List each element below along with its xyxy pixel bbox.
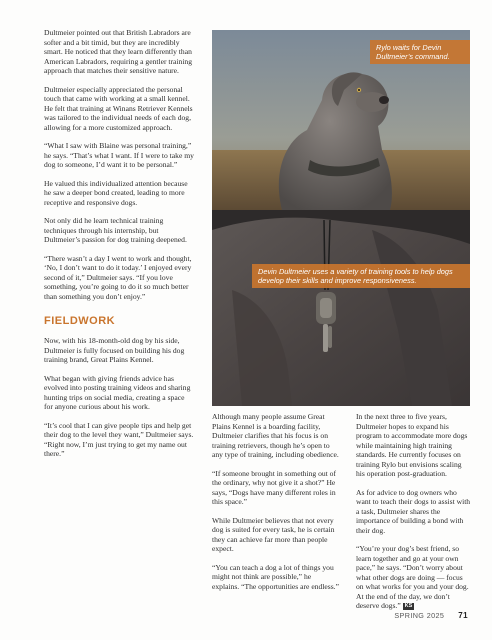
photo-block <box>212 30 470 406</box>
column-one <box>44 28 194 468</box>
end-mark-icon: KS <box>404 602 413 609</box>
column-three <box>356 412 472 620</box>
body-paragraph: As for advice to dog owners who want to teach their dogs to assist with a task, Dultmeier shares the importance of building a bond with their dog. <box>356 487 471 535</box>
body-paragraph: “If someone brought in something out of the ordinary, why not give it a shot?” He says, “Dogs have many different roles in this space.” <box>212 468 337 506</box>
body-paragraph: Not only did he learn technical training techniques through his internship, but Dultmeier’s passion for dog training deepened. <box>44 216 187 244</box>
body-paragraph: He valued this individualized attention because he saw a deeper bond created, leading to more receptive and responsive dogs. <box>44 178 188 207</box>
dog-and-trainer-photo <box>212 30 470 406</box>
body-paragraph: “You can teach a dog a lot of things you might not think are possible,” he explains. “The opportunities are endless.” <box>212 562 339 591</box>
body-paragraph: Dultmeier especially appreciated the personal touch that came with working at a small kennel. He felt that training at Winans Retriever Kennels was tailored to the individual needs of each dog, allowing for a more customized approach. <box>44 84 193 132</box>
photo-caption-top: Rylo waits for Devin Dultmeier’s command. <box>370 40 470 64</box>
column-two <box>212 412 340 600</box>
body-paragraph: What began with giving friends advice has evolved into posting training videos and sharing hunting trips on social media, creating a space for anyone curious about his work. <box>44 373 191 411</box>
body-paragraph: While Dultmeier believes that not every dog is suited for every task, he is certain they can achieve far more than people expect. <box>212 515 335 553</box>
body-paragraph: Although many people assume Great Plains Kennel is a boarding facility, Dultmeier clarifies that his focus is on training retrievers, though he’s open to any type of training, including obedience. <box>212 412 339 459</box>
photo-caption-bottom: Devin Dultmeier uses a variety of training tools to help dogs develop their skills and improve responsiveness. <box>252 264 470 288</box>
body-paragraph <box>356 544 472 611</box>
body-paragraph: “There wasn’t a day I went to work and thought, ‘No, I don’t want to do it today.’ I enjoyed every second of it,” Dultmeier says. “If you love something, you’re going to do it so much better than something you don’t enjoy.” <box>44 253 192 301</box>
body-paragraph: Dultmeier pointed out that British Labradors are softer and a bit timid, but they are incredibly smart. He noticed that they learn differently than American Labradors, requiring a gentler training approach that matches their sensitive nature. <box>44 28 193 75</box>
closing-quote-text: “You’re your dog’s best friend, so learn together and go at your own pace,” he says. “Don’t worry about what other dogs are doing — focus on what works for you and your dog. At the end of the day, we don’t deserve dogs.” <box>356 544 469 610</box>
body-paragraph: “It’s cool that I can give people tips and help get their dog to the level they want,” Dultmeier says. “Right now, I’m just trying to get my name out there.” <box>44 420 194 458</box>
body-paragraph: In the next three to five years, Dultmeier hopes to expand his program to accommodate more dogs while maintaining high training standards. He currently focuses on training Rylo but envisions scaling his operation post-graduation. <box>356 412 468 478</box>
section-heading: FIELDWORK <box>44 315 116 327</box>
body-paragraph: “What I saw with Blaine was personal training,” he says. “That’s what I want. If I were to take my dog to someone, I’d want it to be personal.” <box>44 141 194 169</box>
issue-label: SPRING 2025 <box>394 611 445 620</box>
trainer-illustration <box>212 218 470 406</box>
page-number: 71 <box>458 611 468 620</box>
page-footer <box>394 611 468 620</box>
body-paragraph: Now, with his 18-month-old dog by his side, Dultmeier is fully focused on building his dog training brand, Great Plains Kennel. <box>44 336 185 364</box>
